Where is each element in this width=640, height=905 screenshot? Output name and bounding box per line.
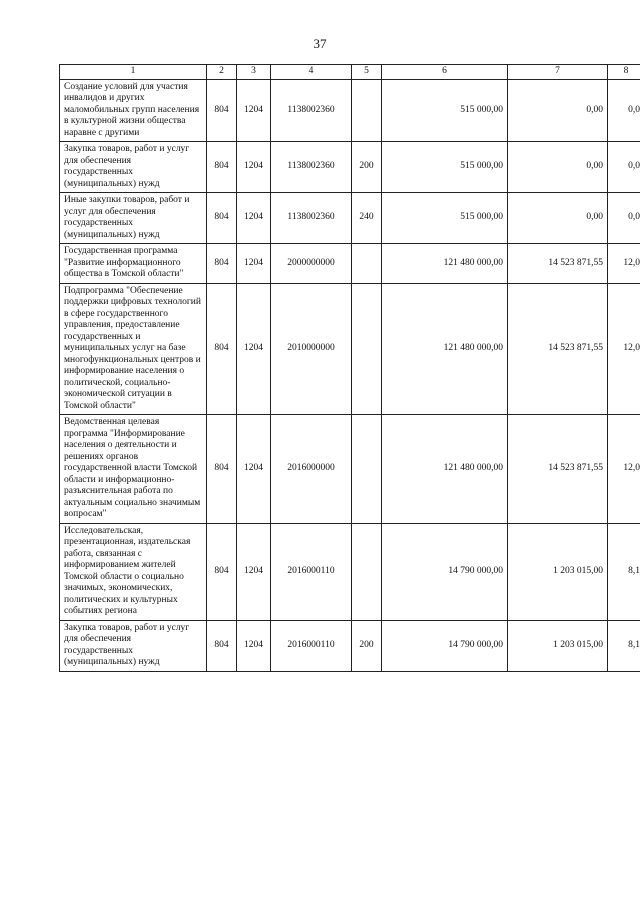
row-amount-7: 1 203 015,00: [508, 523, 608, 620]
row-code-4: 2010000000: [271, 283, 352, 415]
row-amount-6: 121 480 000,00: [382, 283, 508, 415]
row-amount-6: 121 480 000,00: [382, 415, 508, 524]
row-code-2: 804: [207, 523, 237, 620]
table-row: [60, 142, 640, 193]
header-row: [60, 65, 640, 80]
row-name: Иные закупки товаров, работ и услуг для обеспечения государственных (муниципальных) нужд: [60, 193, 207, 244]
row-name: Исследовательская, презентационная, издательская работа, связанная с информированием жителей Томской области о социально значимых, экономических, политических и культурных событиях региона: [60, 523, 207, 620]
row-code-3: 1204: [237, 283, 271, 415]
row-percent-8: 0,0: [608, 142, 640, 193]
row-amount-7: 14 523 871,55: [508, 415, 608, 524]
table-row: [60, 620, 640, 671]
row-percent-8: 12,0: [608, 244, 640, 284]
row-name: Создание условий для участия инвалидов и других маломобильных групп населения в культурной жизни общества наравне с другими: [60, 79, 207, 142]
row-code-5: 200: [352, 142, 382, 193]
row-amount-6: 121 480 000,00: [382, 244, 508, 284]
row-percent-8: 8,1: [608, 523, 640, 620]
row-code-4: 1138002360: [271, 193, 352, 244]
row-code-2: 804: [207, 193, 237, 244]
row-code-3: 1204: [237, 620, 271, 671]
row-code-2: 804: [207, 620, 237, 671]
row-amount-7: 1 203 015,00: [508, 620, 608, 671]
row-code-5: 200: [352, 620, 382, 671]
table-row: [60, 244, 640, 284]
row-code-5: [352, 523, 382, 620]
row-name: Закупка товаров, работ и услуг для обеспечения государственных (муниципальных) нужд: [60, 620, 207, 671]
column-header-8: 8: [608, 65, 640, 80]
row-amount-6: 14 790 000,00: [382, 523, 508, 620]
row-name: Государственная программа "Развитие информационного общества в Томской области": [60, 244, 207, 284]
row-name: Подпрограмма "Обеспечение поддержки цифровых технологий в сфере государственного управления, предоставление государственных и муниципальных услуг на базе многофункциональных центров и информирование населения о политической, социально-экономической ситуации в Томской области": [60, 283, 207, 415]
column-header-1: 1: [60, 65, 207, 80]
row-amount-6: 14 790 000,00: [382, 620, 508, 671]
row-code-5: 240: [352, 193, 382, 244]
column-header-6: 6: [382, 65, 508, 80]
row-code-3: 1204: [237, 142, 271, 193]
column-header-5: 5: [352, 65, 382, 80]
column-header-2: 2: [207, 65, 237, 80]
row-amount-6: 515 000,00: [382, 193, 508, 244]
column-header-4: 4: [271, 65, 352, 80]
table-row: [60, 79, 640, 142]
row-percent-8: 0,0: [608, 193, 640, 244]
table-row: [60, 283, 640, 415]
row-percent-8: 0,0: [608, 79, 640, 142]
row-name: Закупка товаров, работ и услуг для обеспечения государственных (муниципальных) нужд: [60, 142, 207, 193]
row-code-4: 2016000110: [271, 523, 352, 620]
page-number: 37: [313, 36, 327, 51]
table-row: [60, 523, 640, 620]
row-code-5: [352, 244, 382, 284]
row-percent-8: 8,1: [608, 620, 640, 671]
row-amount-7: 0,00: [508, 193, 608, 244]
table-row: [60, 193, 640, 244]
row-amount-7: 14 523 871,55: [508, 283, 608, 415]
row-code-2: 804: [207, 244, 237, 284]
column-header-7: 7: [508, 65, 608, 80]
row-amount-7: 0,00: [508, 142, 608, 193]
row-amount-7: 0,00: [508, 79, 608, 142]
row-code-4: 2016000000: [271, 415, 352, 524]
row-code-2: 804: [207, 79, 237, 142]
row-code-4: 2000000000: [271, 244, 352, 284]
row-percent-8: 12,0: [608, 283, 640, 415]
row-code-2: 804: [207, 142, 237, 193]
row-amount-6: 515 000,00: [382, 142, 508, 193]
row-code-3: 1204: [237, 79, 271, 142]
column-header-3: 3: [237, 65, 271, 80]
row-amount-6: 515 000,00: [382, 79, 508, 142]
table-row: [60, 415, 640, 524]
row-code-3: 1204: [237, 523, 271, 620]
row-code-3: 1204: [237, 193, 271, 244]
row-amount-7: 14 523 871,55: [508, 244, 608, 284]
row-code-2: 804: [207, 415, 237, 524]
row-percent-8: 12,0: [608, 415, 640, 524]
row-code-3: 1204: [237, 244, 271, 284]
row-code-4: 1138002360: [271, 142, 352, 193]
row-code-5: [352, 79, 382, 142]
row-code-4: 1138002360: [271, 79, 352, 142]
row-code-2: 804: [207, 283, 237, 415]
row-code-4: 2016000110: [271, 620, 352, 671]
row-code-3: 1204: [237, 415, 271, 524]
row-name: Ведомственная целевая программа "Информирование населения о деятельности и решениях органов государственной власти Томской области и информационно-разъяснительная работа по актуальным социально значимым вопросам": [60, 415, 207, 524]
row-code-5: [352, 283, 382, 415]
budget-table: [59, 64, 640, 672]
row-code-5: [352, 415, 382, 524]
